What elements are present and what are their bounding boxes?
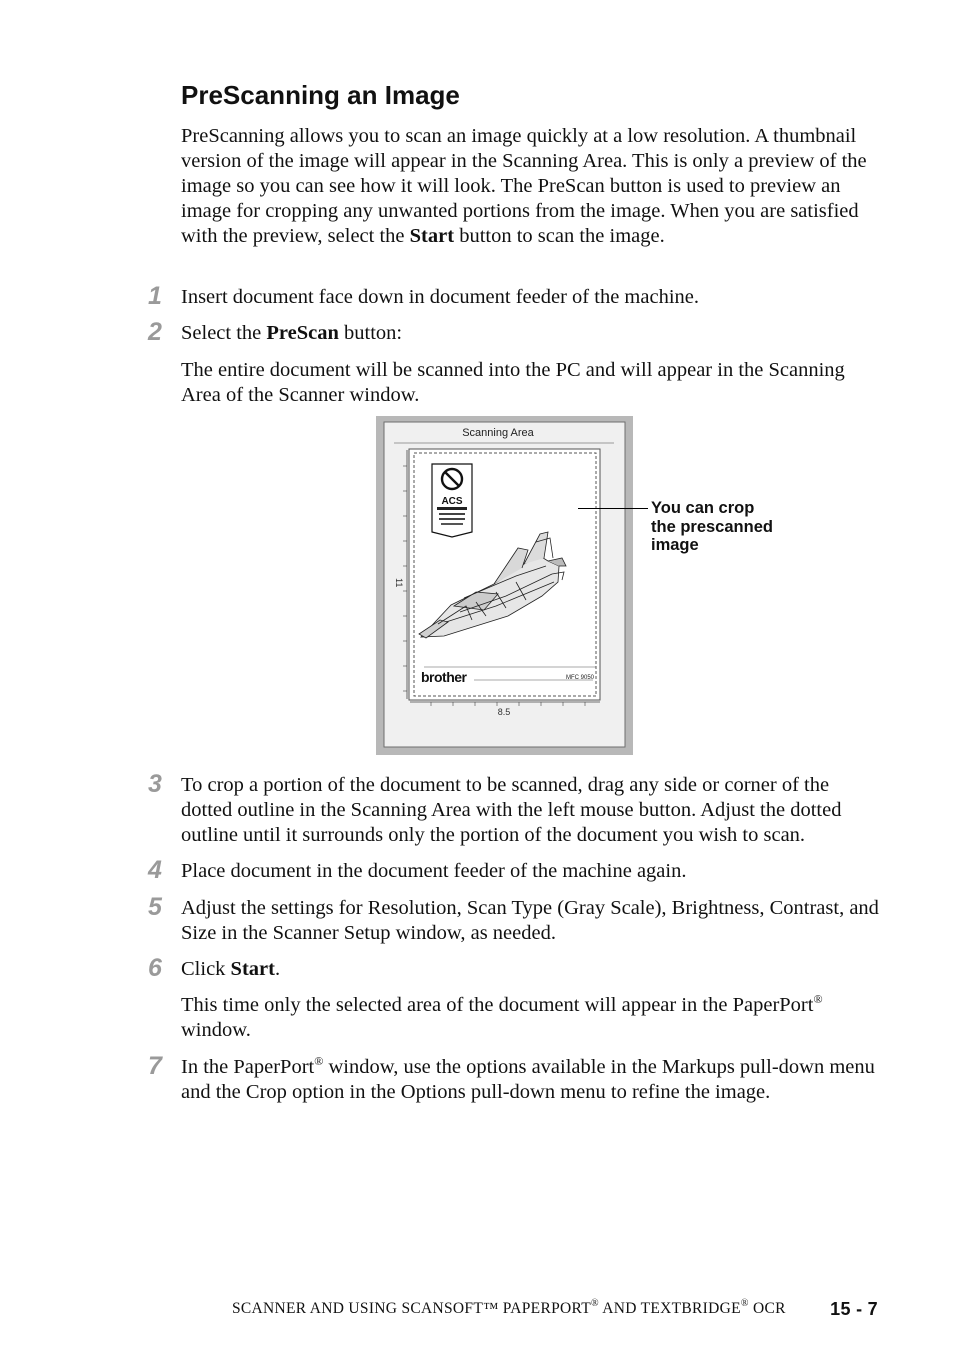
bottom-ruler-label: 8.5: [497, 707, 511, 717]
side-ruler-label: 11: [394, 578, 404, 588]
figure-title: Scanning Area: [462, 427, 534, 439]
step-6-note: This time only the selected area of the document will appear in the PaperPort® window.: [181, 992, 823, 1041]
step-1-number: 1: [148, 282, 162, 310]
step-5-number: 5: [148, 893, 162, 921]
callout-line-3: image: [651, 536, 699, 554]
step-6-text: Click Start.: [181, 958, 281, 980]
step-3-number: 3: [148, 770, 162, 798]
footer-chapter-title: SCANNER AND USING SCANSOFT™ PAPERPORT® AND TEXTBRIDGE® OCR: [232, 1298, 786, 1317]
step-6-number: 6: [148, 954, 162, 982]
step-2-text: Select the PreScan button:: [181, 322, 403, 344]
step-5-text: Adjust the settings for Resolution, Scan Type (Gray Scale), Brightness, Contrast, and Size in the Scanner Setup window, as needed.: [181, 897, 879, 944]
figure-callout: [651, 499, 811, 555]
step-2-number: 2: [148, 318, 162, 346]
callout-leader-line: [578, 508, 648, 509]
step-4-text: Place document in the document feeder of the machine again.: [181, 860, 687, 882]
logo-text: ACS: [441, 496, 463, 507]
step-1-text: Insert document face down in document feeder of the machine.: [181, 286, 699, 308]
step-7-number: 7: [148, 1052, 162, 1080]
step-7-text: In the PaperPort® window, use the options available in the Markups pull-down menu and the Crop option in the Options pull-down menu to refine the image.: [181, 1054, 875, 1103]
page-number: 15 - 7: [830, 1299, 878, 1319]
callout-line-2: the prescanned: [651, 517, 773, 536]
model-text: MFC 9050: [565, 675, 594, 681]
step-3-text: To crop a portion of the document to be scanned, drag any side or corner of the dotted outline in the Scanning Area with the left mouse button. Adjust the dotted outline until it surrounds only the portion of the document you wish to scan.: [181, 774, 842, 846]
callout-line-1: You can crop: [651, 499, 755, 517]
step-2-note: The entire document will be scanned into the PC and will appear in the Scanning Area of the Scanner window.: [181, 359, 845, 406]
step-4-number: 4: [148, 856, 162, 884]
section-title: PreScanning an Image: [181, 80, 460, 110]
brand-text: brother: [421, 669, 467, 685]
scanning-area-figure: [376, 416, 633, 755]
intro-paragraph: PreScanning allows you to scan an image quickly at a low resolution. A thumbnail version of the image will appear in the Scanning Area. This is only a preview of the image so you can see how it will look. The PreScan button is used to preview an image for cropping any unwanted portions from the image. When you are satisfied with the preview, select the Start button to scan the image.: [181, 125, 867, 247]
